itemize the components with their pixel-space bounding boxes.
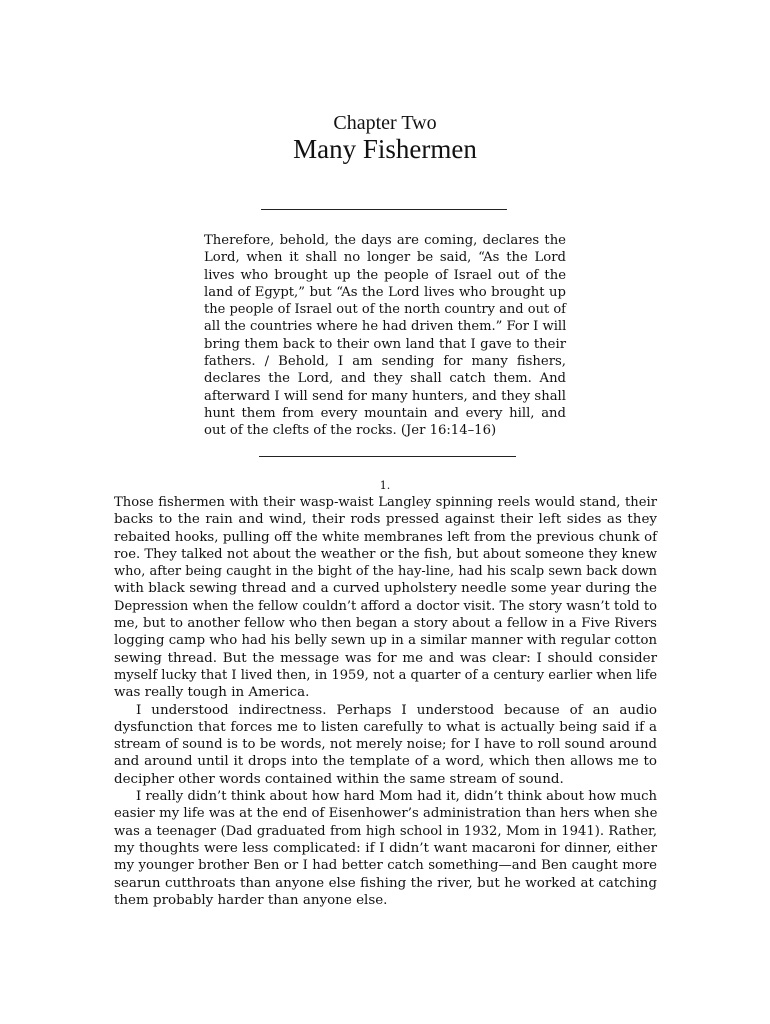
- text-line: and around until it drops into the template of a word, which then allows me to: [114, 754, 657, 770]
- text-line: them probably harder than anyone else.: [114, 892, 388, 908]
- epigraph-line: Lord, when it shall no longer be said, “As the Lord: [204, 250, 566, 266]
- text-line: I really didn’t think about how hard Mom had it, didn’t think about how much: [136, 789, 657, 805]
- epigraph-bottom-rule: [259, 456, 516, 457]
- text-line: easier my life was at the end of Eisenhower’s administration than hers when she: [114, 806, 658, 822]
- text-line: dysfunction that forces me to listen carefully to what is actually being said if a: [114, 719, 657, 735]
- epigraph-line: hunt them from every mountain and every hill, and: [204, 405, 566, 421]
- epigraph-line: out of the clefts of the rocks. (Jer 16:14–16): [204, 423, 497, 439]
- text-line: was really tough in America.: [114, 685, 310, 701]
- text-line: rebaited hooks, pulling off the white membranes left from the previous chunk of: [114, 529, 657, 545]
- text-line: Depression when the fellow couldn’t afford a doctor visit. The story wasn’t told to: [114, 598, 657, 614]
- text-line: I understood indirectness. Perhaps I understood because of an audio: [136, 702, 657, 718]
- chapter-number: Chapter Two: [333, 112, 437, 134]
- text-line: sewing thread. But the message was for me and was clear: I should consider: [114, 650, 657, 666]
- text-line: with black sewing thread and a curved upholstery needle some year during the: [114, 581, 657, 597]
- epigraph-line: Therefore, behold, the days are coming, declares the: [204, 233, 566, 248]
- epigraph: [204, 232, 566, 440]
- text-line: roe. They talked not about the weather or the fish, but about someone they knew: [114, 546, 657, 562]
- text-line: my younger brother Ben or I had better catch something—and Ben caught more: [114, 858, 657, 874]
- text-line: logging camp who had his belly sewn up in a similar manner with regular cotton: [114, 633, 657, 649]
- epigraph-line: lives who brought up the people of Israel out of the: [204, 267, 566, 283]
- epigraph-line: fathers. / Behold, I am sending for many fishers,: [204, 354, 566, 370]
- text-line: my thoughts were less complicated: if I didn’t want macaroni for dinner, either: [114, 840, 657, 856]
- paragraph: [114, 494, 657, 702]
- epigraph-line: land of Egypt,” but “As the Lord lives who brought up: [204, 284, 566, 300]
- epigraph-line: the people of Israel out of the north country and out of: [204, 302, 566, 318]
- epigraph-line: all the countries where he had driven them.” For I will: [204, 319, 567, 335]
- text-line: was a teenager (Dad graduated from high school in 1932, Mom in 1941). Rather,: [114, 823, 657, 839]
- paragraph: [114, 788, 657, 909]
- text-line: myself lucky that I lived then, in 1959, not a quarter of a century earlier when life: [114, 667, 658, 683]
- text-line: backs to the rain and wind, their rods pressed against their left sides as they: [114, 512, 657, 528]
- text-line: stream of sound is to be words, not merely noise; for I have to roll sound around: [114, 737, 657, 753]
- epigraph-line: declares the Lord, and they shall catch them. And: [204, 371, 566, 387]
- text-line: Those fishermen with their wasp-waist Langley spinning reels would stand, their: [114, 495, 657, 510]
- text-line: me, but to another fellow who then began a story about a fellow in a Five Rivers: [114, 616, 657, 632]
- body-text: [114, 494, 657, 909]
- epigraph-line: bring them back to their own land that I gave to their: [204, 336, 566, 352]
- epigraph-line: afterward I will send for many hunters, and they shall: [204, 388, 566, 404]
- section-number: 1.: [379, 479, 391, 492]
- epigraph-top-rule: [261, 209, 507, 210]
- text-line: searun cutthroats than anyone else fishing the river, but he worked at catching: [114, 875, 657, 891]
- text-line: decipher other words contained within the same stream of sound.: [114, 771, 564, 787]
- chapter-title: Many Fishermen: [293, 134, 477, 164]
- paragraph: [114, 702, 657, 788]
- text-line: who, after being caught in the bight of the hay-line, had his scalp sewn back down: [114, 564, 657, 580]
